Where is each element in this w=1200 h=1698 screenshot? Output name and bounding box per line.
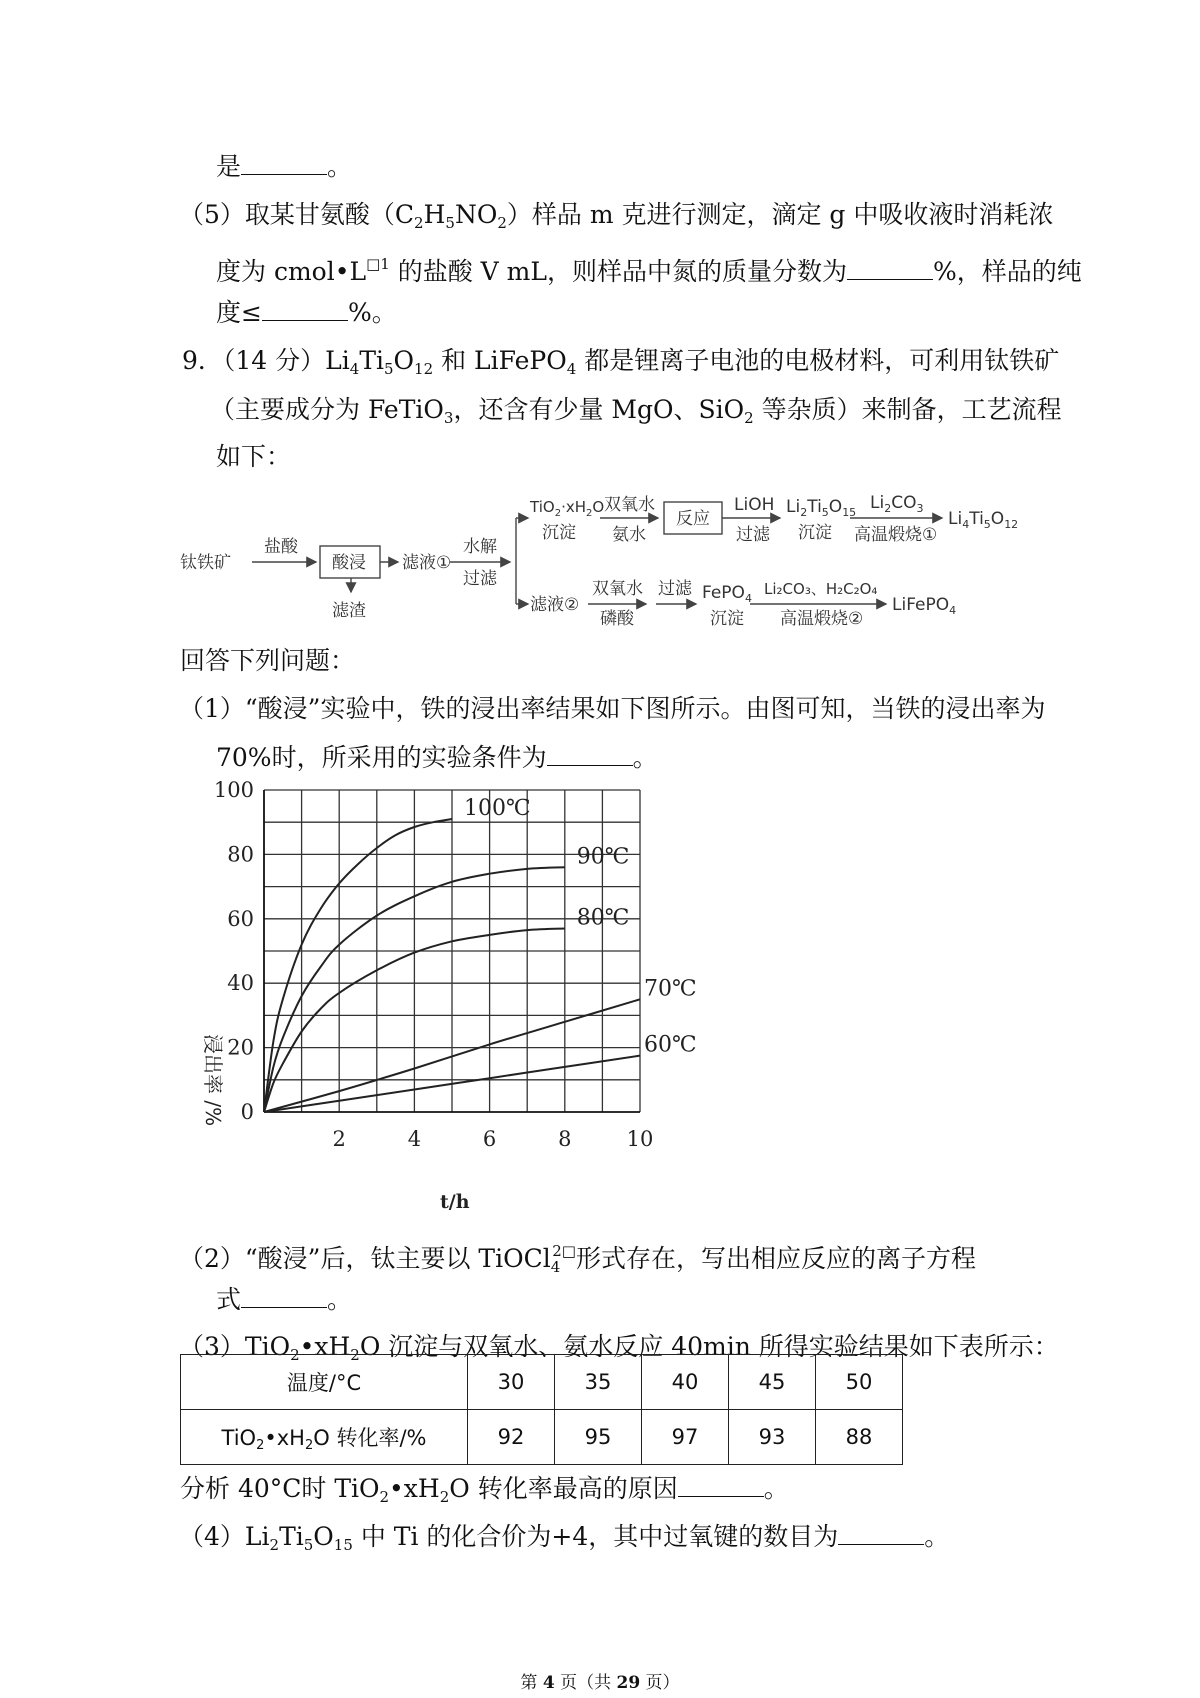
y-tick-label: 100 bbox=[213, 778, 254, 802]
table-header-cell: $TiO_2•xH_2O$ 转化率/% bbox=[181, 1410, 468, 1465]
text-line-1: 是 。 bbox=[216, 152, 353, 181]
y-tick-label: 80 bbox=[227, 842, 254, 867]
flow-precipitate-3: 沉淀 bbox=[710, 609, 744, 626]
table-cell: 50 bbox=[816, 1355, 903, 1410]
table-row bbox=[181, 1355, 903, 1410]
answer-blank[interactable] bbox=[847, 257, 933, 280]
leach-rate-chart bbox=[178, 776, 698, 1216]
conversion-table bbox=[180, 1354, 903, 1465]
flow-hydrolysis: 水解 bbox=[463, 537, 497, 557]
process-flow-diagram bbox=[180, 488, 1100, 626]
flow-precipitate-2: 沉淀 bbox=[798, 523, 832, 543]
question-9-line-1: 9．（14 分）$Li_4Ti_5O_{12}$ 和 LiFePO$_4$ 都是锂离子电池的电极材料，可利用钛铁矿 bbox=[182, 346, 1060, 378]
table-cell: 93 bbox=[729, 1410, 816, 1465]
flow-h2o2: 双氧水 bbox=[604, 495, 655, 515]
flow-reagent-2: Li₂CO₃、H₂C₂O₄ bbox=[764, 580, 878, 598]
series-line bbox=[264, 819, 452, 1112]
answer-prompt: 回答下列问题： bbox=[180, 646, 356, 675]
x-tick-label: 8 bbox=[558, 1127, 572, 1151]
part-2-line-2: 式 。 bbox=[216, 1285, 353, 1314]
y-tick-label: 20 bbox=[227, 1035, 254, 1060]
part-3-line-2: 分析 40°C时 $TiO_2•xH_2O$ 转化率最高的原因 。 bbox=[180, 1474, 789, 1506]
chart-x-label: t/h bbox=[440, 1191, 470, 1213]
flow-filtrate-1: 滤液① bbox=[402, 553, 452, 573]
chart-series-labels bbox=[464, 796, 697, 1058]
table-cell: 35 bbox=[555, 1355, 642, 1410]
x-tick-label: 10 bbox=[626, 1127, 654, 1151]
table-cell: 45 bbox=[729, 1355, 816, 1410]
flow-raw-material: 钛铁矿 bbox=[180, 553, 231, 573]
answer-blank[interactable] bbox=[678, 1474, 764, 1497]
series-label: 100℃ bbox=[464, 795, 531, 821]
flow-phosphoric-acid: 磷酸 bbox=[600, 609, 634, 626]
flow-residue: 滤渣 bbox=[332, 601, 366, 621]
table-cell: 95 bbox=[555, 1410, 642, 1465]
x-tick-label: 6 bbox=[482, 1127, 497, 1151]
table-cell: 40 bbox=[642, 1355, 729, 1410]
table-row bbox=[181, 1410, 903, 1465]
y-tick-label: 0 bbox=[240, 1100, 254, 1124]
part-1-line-1: （1）“酸浸”实验中，铁的浸出率结果如下图所示。由图可知，当铁的浸出率为 bbox=[179, 694, 1046, 723]
question-9-line-3: 如下： bbox=[216, 442, 292, 471]
flow-product-1: $Li_4Ti_5O_{12}$ bbox=[948, 509, 1019, 531]
answer-blank[interactable] bbox=[547, 743, 633, 766]
question-5-line-3: 度≤ %。 bbox=[216, 298, 397, 327]
flow-calcine-1: 高温煅烧① bbox=[854, 525, 938, 545]
table-cell: 92 bbox=[468, 1410, 555, 1465]
y-tick-label: 60 bbox=[227, 906, 254, 931]
flow-hcl: 盐酸 bbox=[264, 537, 298, 557]
x-tick-label: 4 bbox=[407, 1127, 422, 1151]
flow-fepo4: FePO$_4$ bbox=[702, 583, 752, 605]
flow-acid-leach: 酸浸 bbox=[332, 553, 366, 573]
flow-product-2: LiFePO$_4$ bbox=[892, 595, 957, 617]
chart-y-label: 浸出率 /% bbox=[201, 1034, 225, 1127]
table-header-cell: 温度/°C bbox=[181, 1355, 468, 1410]
flow-precipitate: 沉淀 bbox=[542, 523, 576, 543]
flow-li2co3: $Li_2CO_3$ bbox=[870, 493, 924, 515]
flow-tio2-xh2o: $TiO_2\cdot xH_2O$ bbox=[530, 498, 605, 519]
x-tick-label: 2 bbox=[332, 1127, 346, 1151]
flow-reaction: 反应 bbox=[676, 509, 710, 529]
answer-blank[interactable] bbox=[241, 152, 327, 175]
table-cell: 88 bbox=[816, 1410, 903, 1465]
part-1-line-2: 70%时，所采用的实验条件为 。 bbox=[216, 743, 658, 772]
answer-blank[interactable] bbox=[241, 1285, 327, 1308]
question-5-line-2: 度为 $cmol•L^{□1}$ 的盐酸 V mL，则样品中氮的质量分数为 %，样品的纯 bbox=[216, 255, 1082, 286]
series-label: 70℃ bbox=[644, 976, 697, 1002]
chart-tick-labels bbox=[214, 778, 653, 1151]
flow-ammonia: 氨水 bbox=[612, 525, 646, 545]
series-label: 90℃ bbox=[576, 844, 630, 870]
flow-filtrate-2: 滤液② bbox=[530, 595, 580, 615]
flow-h2o2-2: 双氧水 bbox=[592, 579, 643, 599]
answer-blank[interactable] bbox=[838, 1522, 924, 1545]
question-9-line-2: （主要成分为 FeTiO$_3$，还含有少量 MgO、SiO$_2$ 等杂质）来制备，工艺流程 bbox=[210, 395, 1062, 427]
part-3-line-1: $(3)TiO_2•xH_2O$ 沉淀与双氧水、氨水反应 40min 所得实验结果如下表所示： bbox=[179, 1332, 1059, 1364]
question-5-line-1: （5）取某甘氨酸$(C_2H_5NO_2)$样品 m 克进行测定，滴定 g 中吸收液时消耗浓 bbox=[179, 200, 1054, 232]
part-4-line-1: $(4)Li_2Ti_5O_{15}$ 中 Ti 的化合价为+4，其中过氧键的数目为 。 bbox=[179, 1522, 950, 1554]
series-label: 80℃ bbox=[576, 905, 630, 931]
flow-calcine-2: 高温煅烧② bbox=[780, 609, 864, 626]
part-2-line-1: （2）“酸浸”后，钛主要以 TiOCl$_4^{2□}$形式存在，写出相应反应的离子方程 bbox=[179, 1242, 976, 1276]
flow-filter-3: 过滤 bbox=[658, 579, 692, 599]
answer-blank[interactable] bbox=[262, 298, 348, 321]
series-label: 60℃ bbox=[644, 1032, 697, 1058]
flow-li2ti5o15: $Li_2Ti_5O_{15}$ bbox=[786, 497, 857, 519]
table-cell: 30 bbox=[468, 1355, 555, 1410]
page-footer: 第 4 页（共 29 页） bbox=[520, 1673, 680, 1693]
y-tick-label: 40 bbox=[227, 971, 254, 996]
flow-filter: 过滤 bbox=[463, 569, 497, 589]
flow-lioh: LiOH bbox=[734, 495, 775, 515]
table-cell: 97 bbox=[642, 1410, 729, 1465]
flow-filter-2: 过滤 bbox=[736, 525, 770, 545]
